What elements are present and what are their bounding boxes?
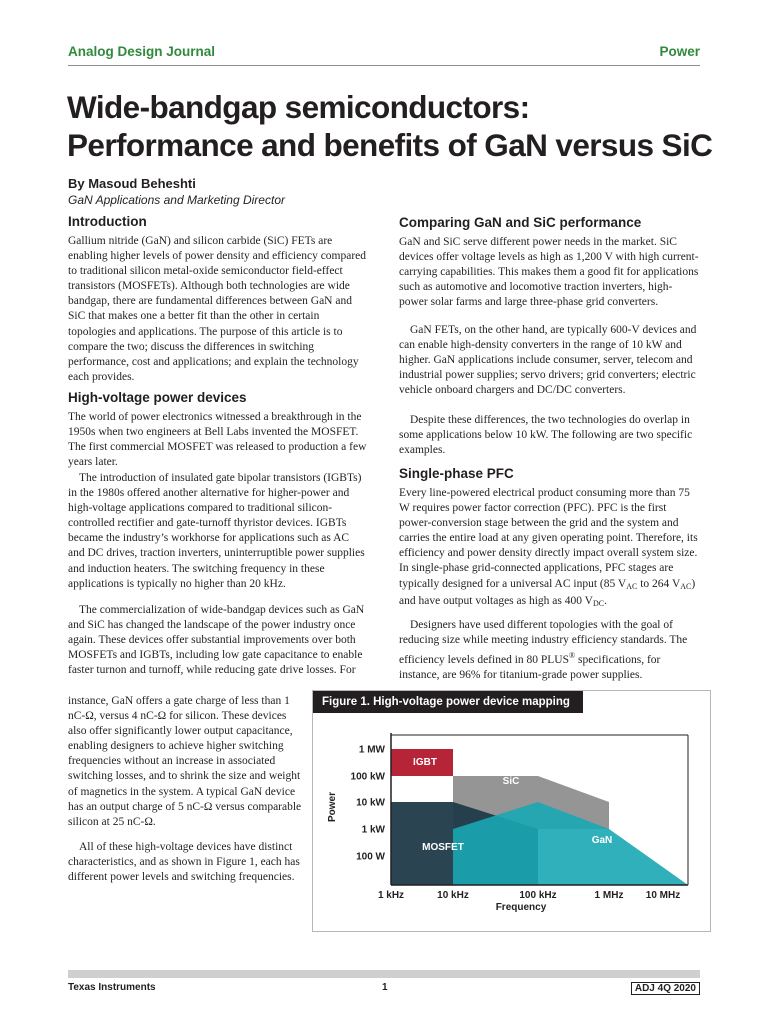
footer-company: Texas Instruments (68, 982, 156, 993)
x-axis-label: Frequency (495, 902, 547, 913)
author-byline: By Masoud Beheshti (68, 176, 196, 191)
high-voltage-paragraph-3: The commercialization of wide-bandgap devices such as GaN and SiC has changed the landscape of the power industry once again. These devices offer substantial improvements over both MOSFETs and IGBTs, including low gate capacitance to enable faster turnon and turnoff, while reducing gate drive losses. For (68, 604, 365, 677)
region-label-gan: GaN (591, 835, 613, 846)
comparing-paragraph-1: GaN and SiC serve different power needs in the market. SiC devices offer voltage levels as high as 1,200 V with high current-carrying capabilities. This makes them a good fit for applications such as automotive and locomotive traction inverters, high-power solar farms and large three-phase grid converters. (399, 236, 699, 309)
high-voltage-paragraph-2: The introduction of insulated gate bipolar transistors (IGBTs) in the 1980s offered another alternative for higher-power and high-voltage applications compared to traditional silicon-controlled rectifier and gate-turnoff thyristor devices. IGBTs became the industry’s workhorse for applications such as AC and DC drives, traction inverters, uninterruptible power supplies and induction heaters. The switching frequency in these applications is typically no higher than 20 kHz. (68, 472, 365, 590)
heading-pfc: Single-phase PFC (399, 466, 514, 481)
footer-rule (68, 970, 700, 978)
high-voltage-paragraph-4: All of these high-voltage devices have distinct characteristics, and as shown in Figure 1, each has different power levels and switching frequencies. (68, 841, 300, 884)
y-tick-label: 10 kW (356, 797, 385, 809)
region-label-igbt: IGBT (413, 757, 437, 768)
comparing-paragraph-2: GaN FETs, on the other hand, are typically 600-V devices and can enable high-density converters in the range of 10 kW and higher. GaN applications include consumer, server, telecom and industrial power supplies; servo drivers; grid converters; electric vehicle onboard chargers and DC/DC converters. (399, 324, 697, 397)
x-tick-label: 1 kHz (377, 890, 405, 901)
header-rule (68, 65, 700, 66)
issue-badge: ADJ 4Q 2020 (631, 982, 700, 995)
heading-high-voltage: High-voltage power devices (68, 390, 247, 405)
introduction-paragraph: Gallium nitride (GaN) and silicon carbide (SiC) FETs are enabling higher levels of power density and efficiency compared to traditional silicon metal-oxide semiconductor field-effect transistors (MOSFETs). Although both technologies are wide bandgap, there are fundamental differences between GaN and SiC that makes one a better fit than the other in certain topologies and applications. The purpose of this article is to compare the two; discuss the differences in switching performance, cost and applications; and explain the technology each provides. (68, 235, 367, 383)
x-tick-label: 1 MHz (594, 890, 624, 901)
x-tick-label: 100 kHz (519, 890, 557, 901)
page-number: 1 (382, 982, 388, 993)
comparing-paragraph-3: Despite these differences, the two technologies do overlap in some applications below 10 kW. The following are two specific examples. (399, 414, 693, 457)
heading-introduction: Introduction (68, 214, 147, 229)
y-axis-label: Power (327, 791, 338, 823)
high-voltage-paragraph-1: The world of power electronics witnessed a breakthrough in the 1950s when two engineers at Bell Labs invented the MOSFET. The first commercial MOSFET was released to production a few years later. (68, 411, 367, 469)
y-tick-label: 1 MW (358, 744, 385, 756)
high-voltage-paragraph-3-cont: instance, GaN offers a gate charge of less than 1 nC-Ω, versus 4 nC-Ω for silicon. These devices also offer significantly lower output capacitance, enabling designers to achieve higher switching frequencies without an increase in associated switching losses, and to shrink the size and weight of magnetics in the system. A typical GaN device has an output charge of 5 nC-Ω versus comparable silicon at 25 nC-Ω. (68, 695, 302, 828)
y-tick-label: 100 kW (350, 771, 385, 783)
journal-name: Analog Design Journal (68, 44, 216, 59)
x-tick-label: 10 kHz (437, 890, 469, 901)
figure-title: Figure 1. High-voltage power device mapping (313, 691, 583, 713)
device-mapping-chart (313, 713, 710, 931)
region-label-sic: SiC (502, 776, 520, 787)
x-tick-label: 10 MHz (645, 890, 681, 901)
region-label-mosfet: MOSFET (422, 842, 464, 853)
author-role: GaN Applications and Marketing Director (68, 193, 285, 207)
heading-comparing: Comparing GaN and SiC performance (399, 215, 642, 230)
figure-1 (312, 690, 711, 932)
article-title: Wide-bandgap semiconductors: Performance and benefits of GaN versus SiC (67, 89, 713, 163)
y-tick-label: 1 kW (361, 824, 385, 836)
section-name: Power (659, 44, 700, 59)
y-tick-label: 100 W (356, 851, 385, 863)
pfc-paragraph-2: Designers have used different topologies with the goal of reducing size while meeting industry efficiency standards. The efficiency levels defined in 80 PLUS® specifications, for instance, are 96% for titanium-grade power supplies. (399, 619, 688, 682)
pfc-paragraph-1: Every line-powered electrical product consuming more than 75 W requires power factor correction (PFC). PFC is the first power-conversion stage between the grid and the system and carries the entire load at any given operating point. Therefore, its efficiency and power density directly impact overall system size. In single-phase grid-connected applications, PFC stages are typically designed for a universal AC input (85 $V_{AC}$ to 264 $V_{AC}$) and have output voltages as high as 400 $V_{DC}$. (399, 487, 698, 608)
